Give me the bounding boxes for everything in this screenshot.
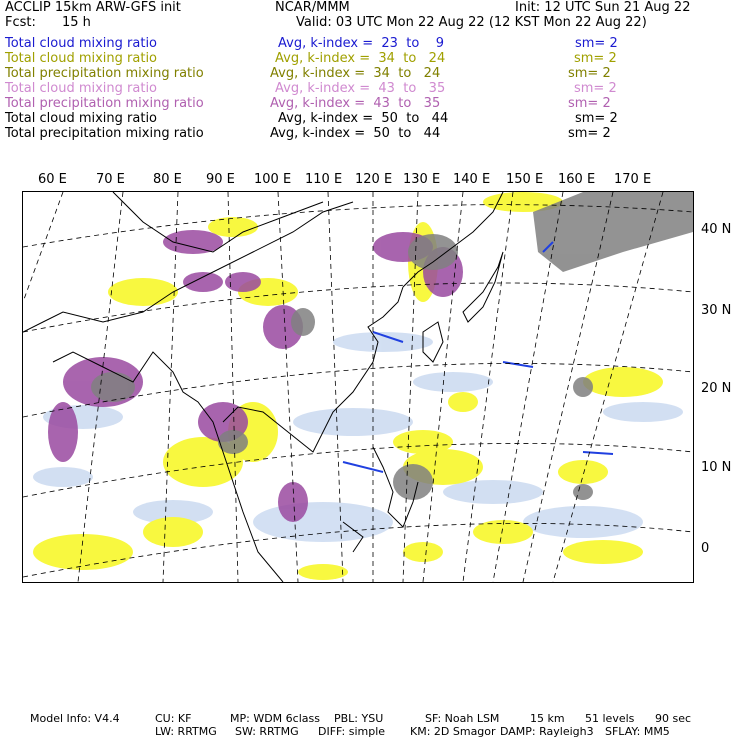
blue-cloud-field xyxy=(343,242,613,472)
time-step: 90 sec xyxy=(655,712,692,725)
field-name: Total precipitation mixing ratio xyxy=(5,126,204,141)
field-avg: Avg, k-index = 43 to 35 xyxy=(270,96,441,111)
field-sm: sm= 2 xyxy=(575,111,618,126)
field-avg: Avg, k-index = 34 to 24 xyxy=(275,51,446,66)
forecast-label: Fcst: xyxy=(5,15,36,30)
lon-label: 80 E xyxy=(153,172,182,187)
field-avg: Avg, k-index = 50 to 44 xyxy=(278,111,449,126)
forecast-hour: 15 h xyxy=(62,15,91,30)
field-name: Total precipitation mixing ratio xyxy=(5,66,204,81)
mp-scheme: MP: WDM 6class xyxy=(230,712,320,725)
resolution: 15 km xyxy=(530,712,565,725)
lon-label: 130 E xyxy=(403,172,441,187)
model-info-version: Model Info: V4.4 xyxy=(30,712,120,725)
field-avg: Avg, k-index = 34 to 24 xyxy=(270,66,441,81)
lon-label: 160 E xyxy=(558,172,596,187)
field-sm: sm= 2 xyxy=(568,96,611,111)
lon-label: 140 E xyxy=(453,172,491,187)
km-scheme: KM: 2D Smagor xyxy=(410,725,496,738)
field-name: Total cloud mixing ratio xyxy=(5,81,158,96)
lon-label: 90 E xyxy=(206,172,235,187)
diff-scheme: DIFF: simple xyxy=(318,725,386,738)
pbl-scheme: PBL: YSU xyxy=(334,712,384,725)
field-sm: sm= 2 xyxy=(574,51,617,66)
field-name: Total cloud mixing ratio xyxy=(5,51,158,66)
field-name: Total cloud mixing ratio xyxy=(5,111,158,126)
sflay-scheme: SFLAY: MM5 xyxy=(605,725,670,738)
lat-label: 40 N xyxy=(701,222,732,237)
cu-scheme: CU: KF xyxy=(155,712,192,725)
field-avg: Avg, k-index = 50 to 44 xyxy=(270,126,441,141)
lon-label: 110 E xyxy=(305,172,343,187)
valid-time: Valid: 03 UTC Mon 22 Aug 22 (12 KST Mon 22 Aug 22) xyxy=(296,15,647,30)
sf-scheme: SF: Noah LSM xyxy=(425,712,500,725)
field-sm: sm= 2 xyxy=(575,36,618,51)
model-title: ACCLIP 15km ARW-GFS init xyxy=(5,0,181,15)
field-avg: Avg, k-index = 23 to 9 xyxy=(278,36,445,51)
field-name: Total cloud mixing ratio xyxy=(5,36,158,51)
field-sm: sm= 2 xyxy=(568,66,611,81)
lw-scheme: LW: RRTMG xyxy=(155,725,217,738)
init-time: Init: 12 UTC Sun 21 Aug 22 xyxy=(515,0,691,15)
lon-label: 170 E xyxy=(614,172,652,187)
lon-label: 60 E xyxy=(38,172,67,187)
map-canvas xyxy=(23,192,693,582)
lat-label: 0 xyxy=(701,541,710,556)
field-avg: Avg, k-index = 43 to 35 xyxy=(275,81,446,96)
field-sm: sm= 2 xyxy=(574,81,617,96)
lon-label: 120 E xyxy=(355,172,393,187)
field-name: Total precipitation mixing ratio xyxy=(5,96,204,111)
vertical-levels: 51 levels xyxy=(585,712,635,725)
lon-label: 100 E xyxy=(254,172,292,187)
lat-label: 20 N xyxy=(701,381,732,396)
lon-label: 70 E xyxy=(96,172,125,187)
damp-scheme: DAMP: Rayleigh3 xyxy=(500,725,594,738)
lat-label: 10 N xyxy=(701,460,732,475)
lon-label: 150 E xyxy=(506,172,544,187)
map-panel xyxy=(22,191,694,583)
field-sm: sm= 2 xyxy=(568,126,611,141)
lat-label: 30 N xyxy=(701,303,732,318)
sw-scheme: SW: RRTMG xyxy=(235,725,299,738)
org-label: NCAR/MMM xyxy=(275,0,350,15)
light-cloud-field xyxy=(33,332,683,542)
